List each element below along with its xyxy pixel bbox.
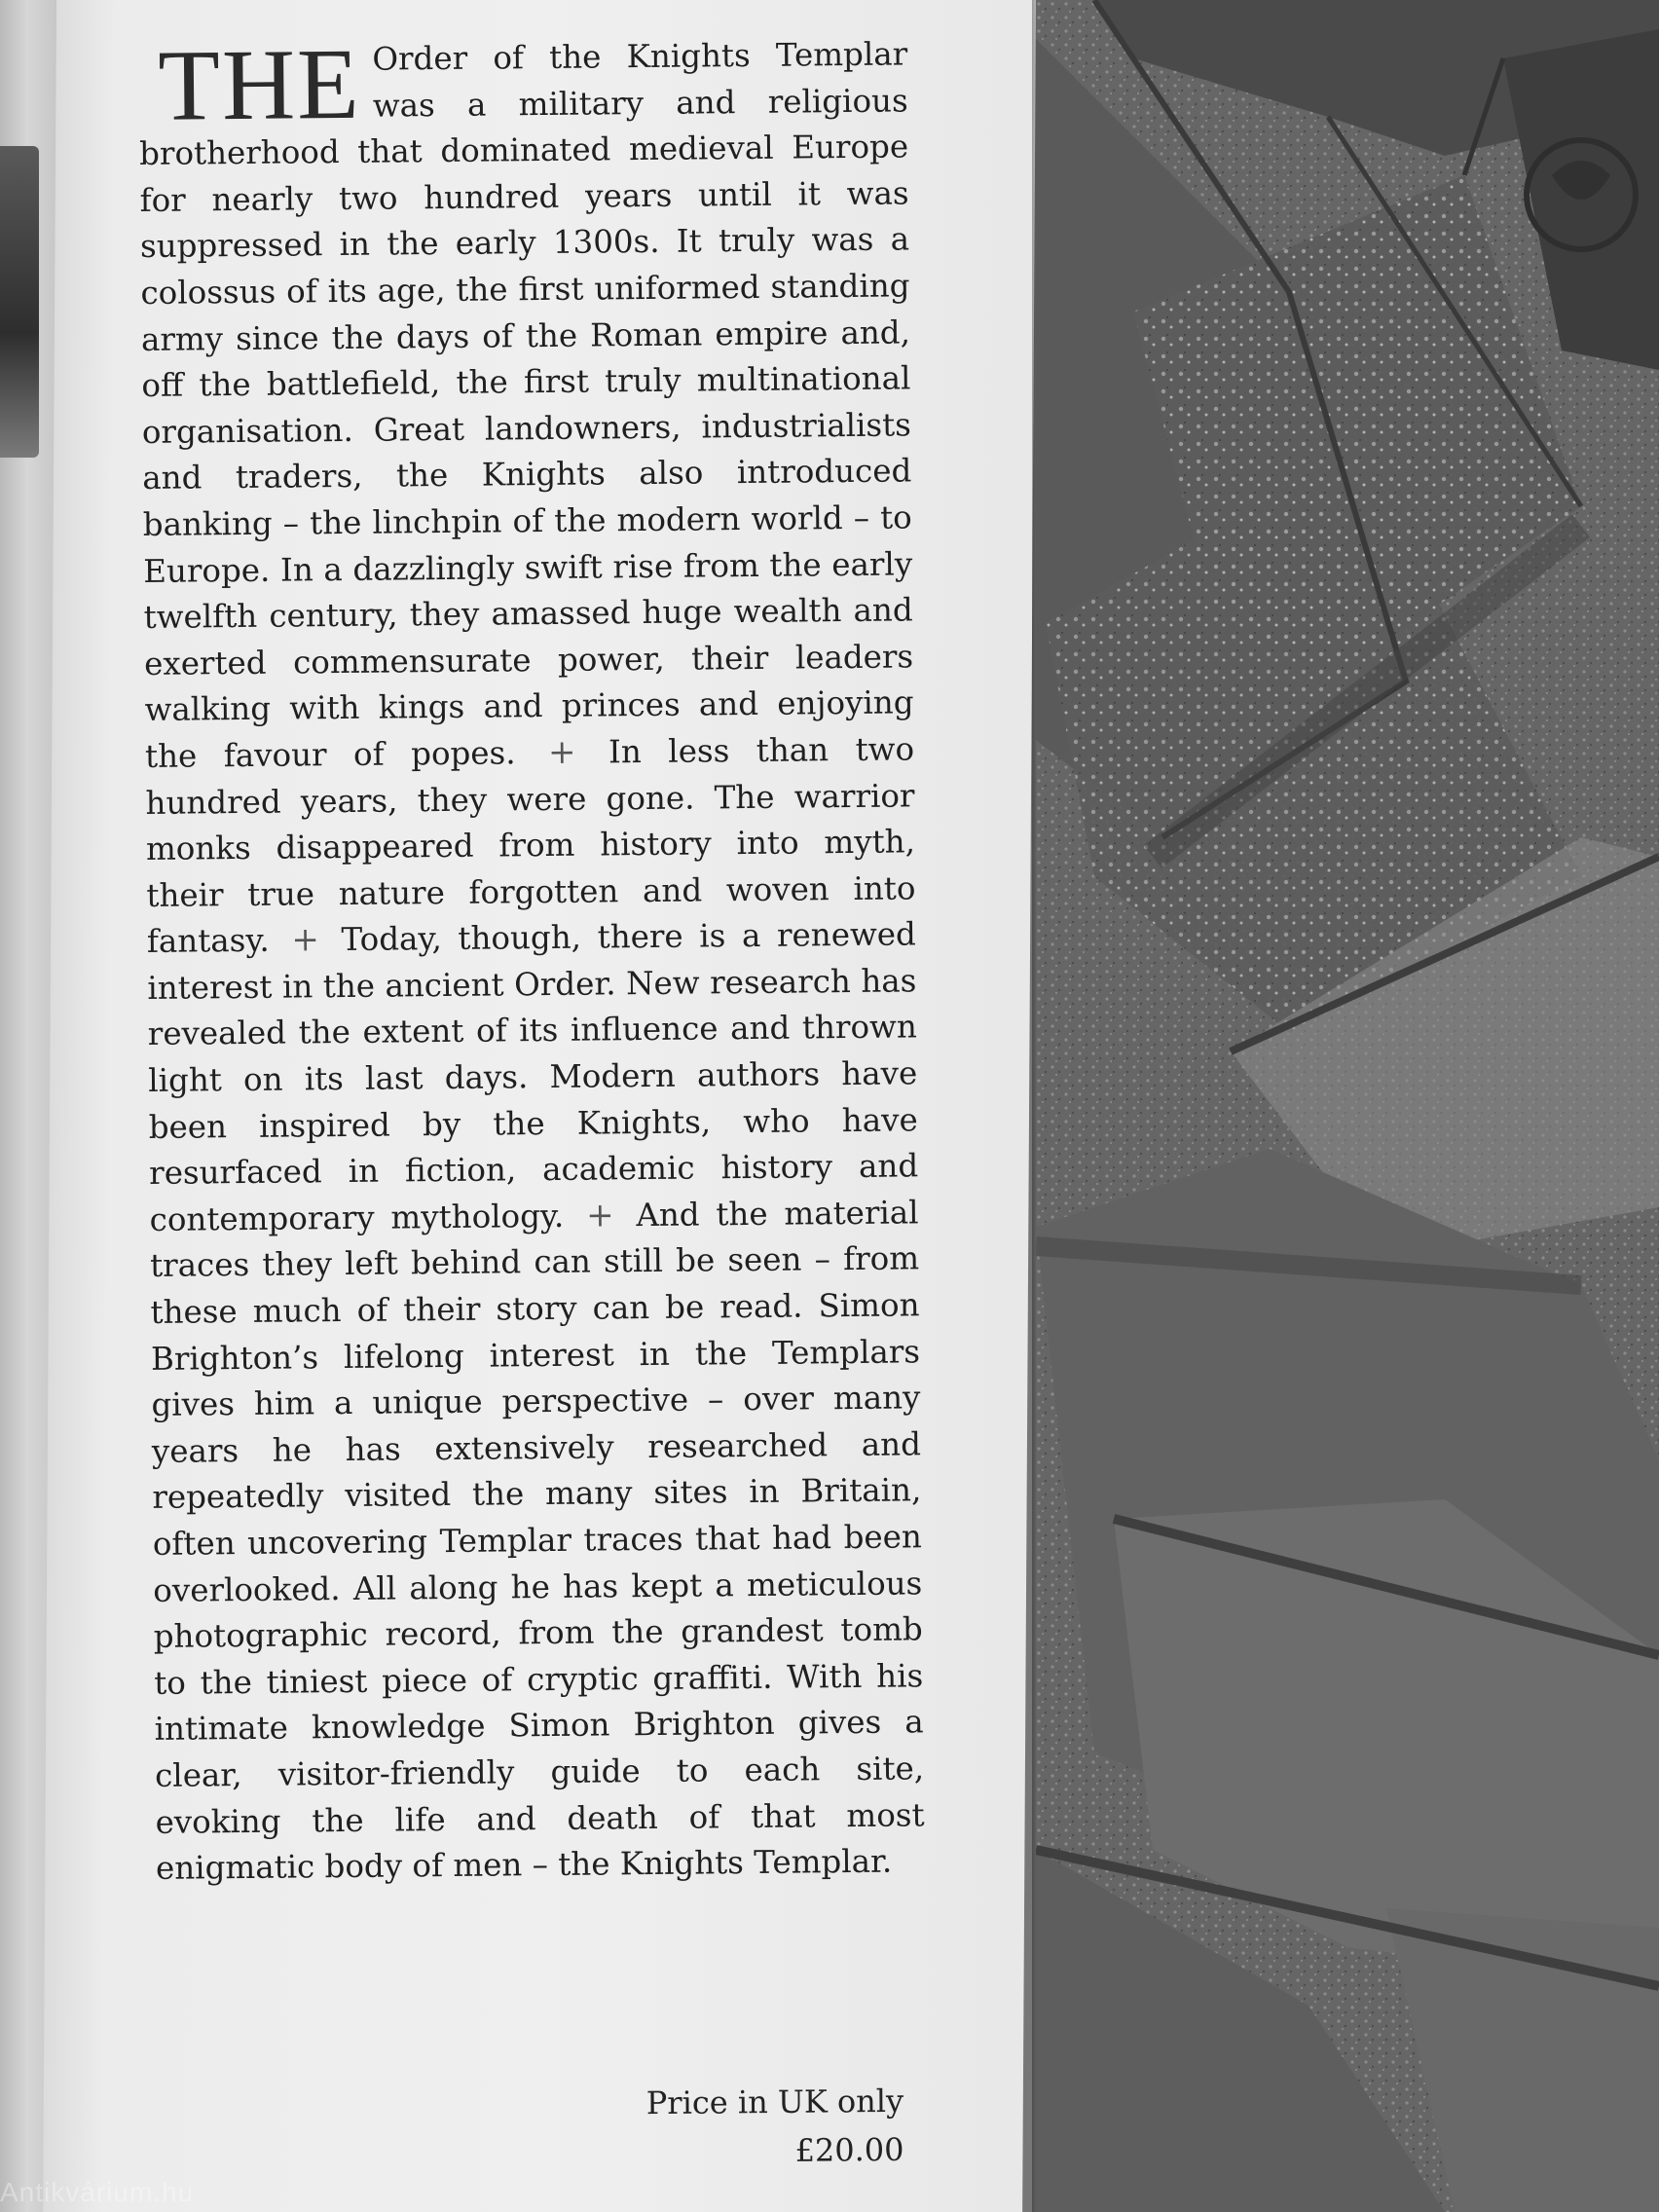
drop-cap: THE	[157, 27, 362, 142]
templar-cross-icon: +	[291, 920, 320, 960]
watermark: Antikvárium.hu	[0, 2177, 195, 2207]
blurb-paragraph-3: Today, though, there is a renewed interest in the ancient Order. New research has revealed the extent of its influence and thrown light on its last days. Modern authors have been inspired by the Knights, who have resurfaced in fiction, academic history and contemporary mythology.	[147, 915, 919, 1238]
price-block	[645, 2077, 903, 2176]
stone-floor-image	[1036, 0, 1659, 2212]
price-label: Price in UK only	[645, 2082, 903, 2122]
cover-stone-photo	[1036, 0, 1659, 2212]
blurb-text	[138, 27, 925, 1892]
blurb-paragraph-4: And the material traces they left behind can still be seen – from these much of their story can be read. Simon Brighton’s lifelong interest in the Templars gives him a unique perspective – over many years he has extensively researched and repeatedly visited the many sites in Britain, often uncovering Templar traces that had been overlooked. All along he has kept a meticulous photographic record, from the grandest tomb to the tiniest piece of cryptic graffiti. With his intimate knowledge Simon Brighton gives a clear, visitor-friendly guide to each site, evoking the life and death of that most enigmatic body of men – the Knights Templar.	[149, 1194, 925, 1888]
blurb-paragraph-1: Order of the Knights Templar was a military and religious brotherhood that dominated medieval Europe for nearly two hundred years until it was suppressed in the early 1300s. It truly was a colossus of its age, the first uniformed standing army since the days of the Roman empire and, off the battlefield, the first truly multinational organisation. Great landowners, industrialists and traders, the Knights also introduced banking – the linchpin of the modern world – to Europe. In a dazzlingly swift rise from the early twelfth century, they amassed huge wealth and exerted commensurate power, their leaders walking with kings and princes and enjoying the favour of popes.	[138, 35, 914, 775]
price-amount: £20.00	[794, 2130, 904, 2169]
templar-cross-icon: +	[585, 1196, 614, 1235]
blurb-paragraph-2: In less than two hundred years, they were gone. The warrior monks disappeared from history into myth, their true nature forgotten and woven into fantasy.	[145, 730, 916, 961]
templar-cross-icon: +	[547, 732, 576, 772]
spine-shadow	[0, 146, 39, 458]
